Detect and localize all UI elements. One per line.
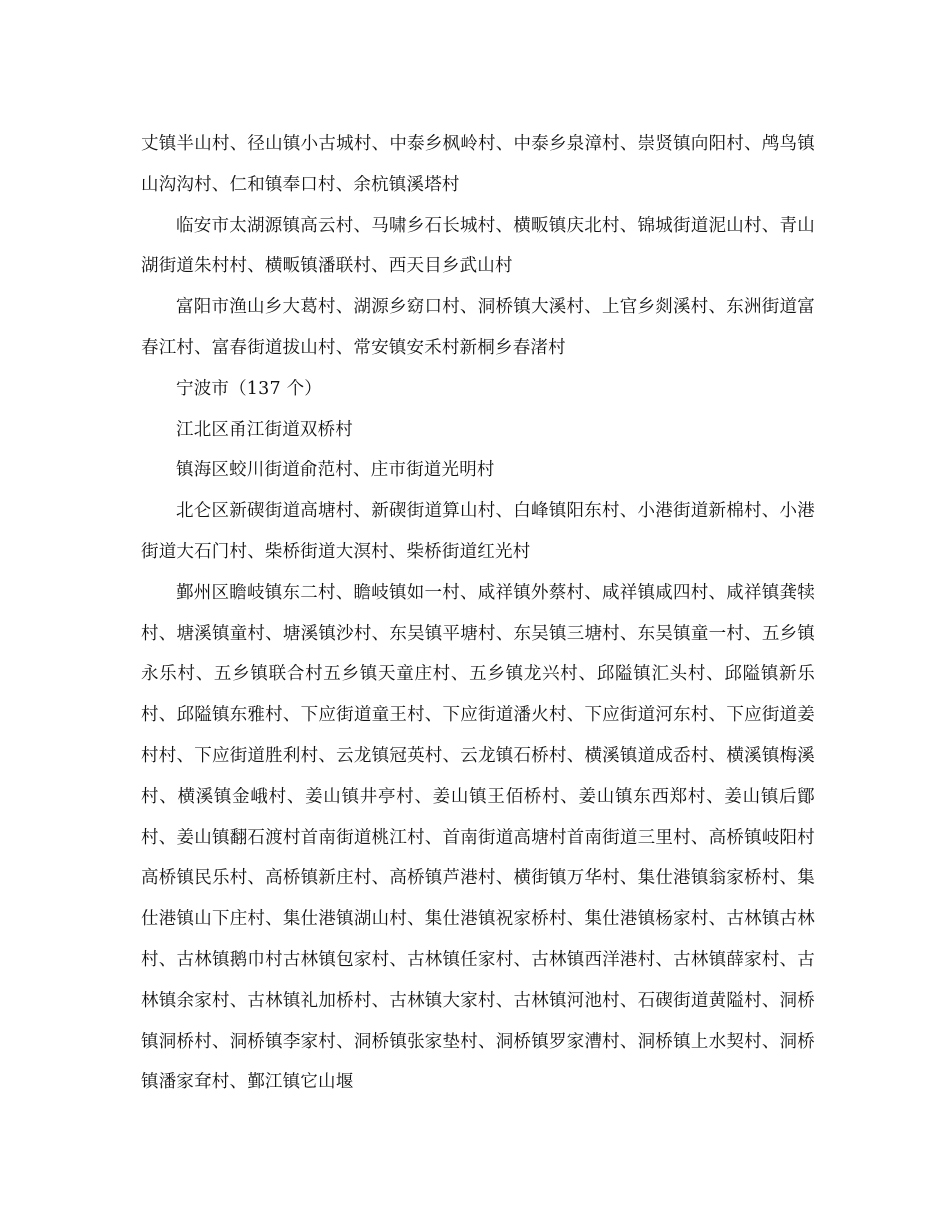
paragraph-jiangbei-villages: 江北区甬江街道双桥村: [176, 419, 353, 440]
document-body: [141, 124, 815, 1103]
paragraph-fuyang-villages: 富阳市渔山乡大葛村、湖源乡窈口村、洞桥镇大溪村、上官乡剡溪村、东洲街道富春江村、富春街道拔山村、常安镇安禾村新桐乡春渚村: [141, 297, 815, 358]
paragraph-beilun-villages: 北仑区新碶街道高塘村、新碶街道算山村、白峰镇阳东村、小港街道新棉村、小港街道大石门村、柴桥街道大溟村、柴桥街道红光村: [141, 501, 815, 562]
paragraph-zhenhai-villages: 镇海区蛟川街道俞范村、庄市街道光明村: [176, 460, 495, 481]
paragraph-yinzhou-villages: 鄞州区瞻岐镇东二村、瞻岐镇如一村、咸祥镇外蔡村、咸祥镇咸四村、咸祥镇龚犊村、塘溪镇童村、塘溪镇沙村、东吴镇平塘村、东吴镇三塘村、东吴镇童一村、五乡镇永乐村、五乡镇联合村五乡镇天童庄村、五乡镇龙兴村、邱隘镇汇头村、邱隘镇新乐村、邱隘镇东雅村、下应街道童王村、下应街道潘火村、下应街道河东村、下应街道姜村村、下应街道胜利村、云龙镇冠英村、云龙镇石桥村、横溪镇道成岙村、横溪镇梅溪村、横溪镇金峨村、姜山镇井亭村、姜山镇王佰桥村、姜山镇东西郑村、姜山镇后鄮村、姜山镇翻石渡村首南街道桃江村、首南街道高塘村首南街道三里村、高桥镇岐阳村高桥镇民乐村、高桥镇新庄村、高桥镇芦港村、横街镇万华村、集仕港镇翁家桥村、集仕港镇山下庄村、集仕港镇湖山村、集仕港镇祝家桥村、集仕港镇杨家村、古林镇古林村、古林镇鹅巾村古林镇包家村、古林镇任家村、古林镇西洋港村、古林镇薛家村、古林镇余家村、古林镇礼加桥村、古林镇大家村、古林镇河池村、石碶街道黄隘村、洞桥镇洞桥村、洞桥镇李家村、洞桥镇张家垫村、洞桥镇罗家漕村、洞桥镇上水契村、洞桥镇潘家耷村、鄞江镇它山堰: [141, 582, 815, 1093]
paragraph-linan-villages: 临安市太湖源镇高云村、马啸乡石长城村、横畈镇庆北村、锦城街道泥山村、青山湖街道朱村村、横畈镇潘联村、西天目乡武山村: [141, 215, 815, 277]
section-heading-ningbo: 宁波市（137 个）: [176, 378, 322, 399]
paragraph-yuhang-villages: 丈镇半山村、径山镇小古城村、中泰乡枫岭村、中泰乡泉漳村、崇贤镇向阳村、鸬鸟镇山沟沟村、仁和镇奉口村、余杭镇溪塔村: [141, 134, 815, 195]
